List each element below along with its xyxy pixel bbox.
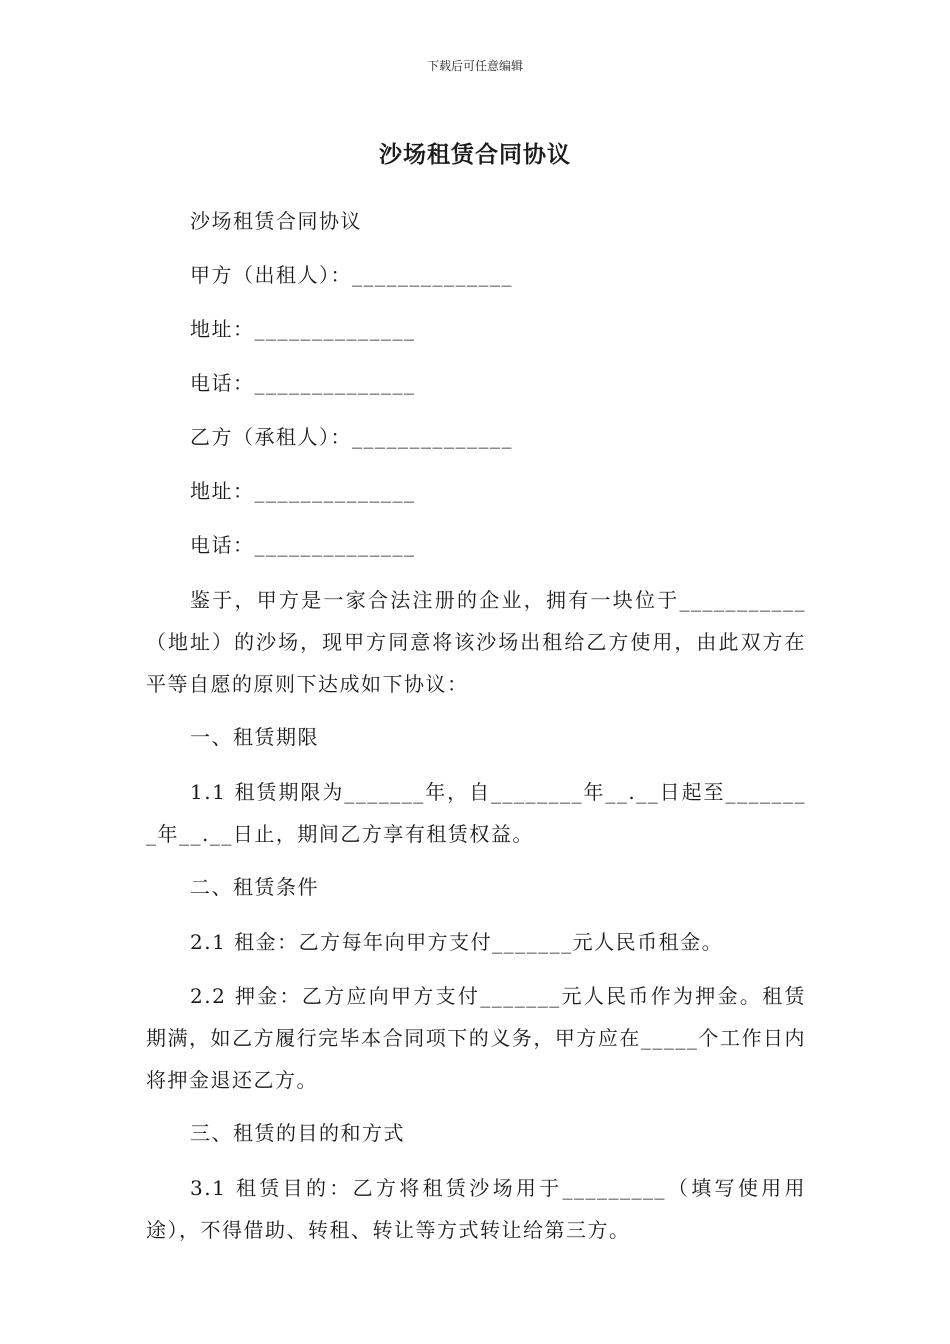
party-a-address-label: 地址： (190, 317, 255, 341)
party-b-blank: ______________ (352, 425, 513, 449)
party-a-phone-label: 电话： (190, 371, 255, 395)
party-b-label: 乙方（承租人）： (190, 425, 352, 449)
party-a-line (146, 255, 806, 309)
clause-2-1: 2.1 租金：乙方每年向甲方支付_______元人民币租金。 (190, 930, 724, 954)
preamble-paragraph: 鉴于，甲方是一家合法注册的企业，拥有一块位于___________（地址）的沙场，现甲方同意将该沙场出租给乙方使用，由此双方在平等自愿的原则下达成如下协议： (146, 588, 806, 696)
party-a-blank: ______________ (352, 263, 513, 287)
party-b-address-label: 地址： (190, 479, 255, 503)
section-3-title: 三、租赁的目的和方式 (190, 1121, 405, 1145)
party-b-address-blank: ______________ (254, 479, 416, 503)
party-b-phone-line (146, 525, 806, 579)
party-b-line (146, 417, 806, 471)
party-b-address-line (146, 471, 806, 525)
document-body (146, 201, 806, 1263)
document-subtitle: 沙场租赁合同协议 (190, 209, 362, 233)
party-b-phone-label: 电话： (190, 533, 255, 557)
party-a-address-line (146, 309, 806, 363)
clause-1-1: 1.1 租赁期限为_______年，自________年__.__日起至________年__.__日止，期间乙方享有租赁权益。 (146, 780, 806, 846)
document-title: 沙场租赁合同协议 (379, 142, 571, 168)
clause-2-2: 2.2 押金：乙方应向甲方支付_______元人民币作为押金。租赁期满，如乙方履行完毕本合同项下的义务，甲方应在_____个工作日内将押金退还乙方。 (146, 984, 806, 1092)
party-a-phone-blank: ______________ (254, 371, 416, 395)
party-a-address-blank: ______________ (254, 317, 416, 341)
party-a-phone-line (146, 363, 806, 417)
party-a-label: 甲方（出租人）： (190, 263, 352, 287)
clause-3-1: 3.1 租赁目的：乙方将租赁沙场用于_________（填写使用用途），不得借助、转租、转让等方式转让给第三方。 (146, 1176, 806, 1242)
party-b-phone-blank: ______________ (254, 533, 416, 557)
section-1-title: 一、租赁期限 (190, 725, 319, 749)
header-note: 下载后可任意编辑 (426, 59, 523, 73)
section-2-title: 二、租赁条件 (190, 875, 319, 899)
